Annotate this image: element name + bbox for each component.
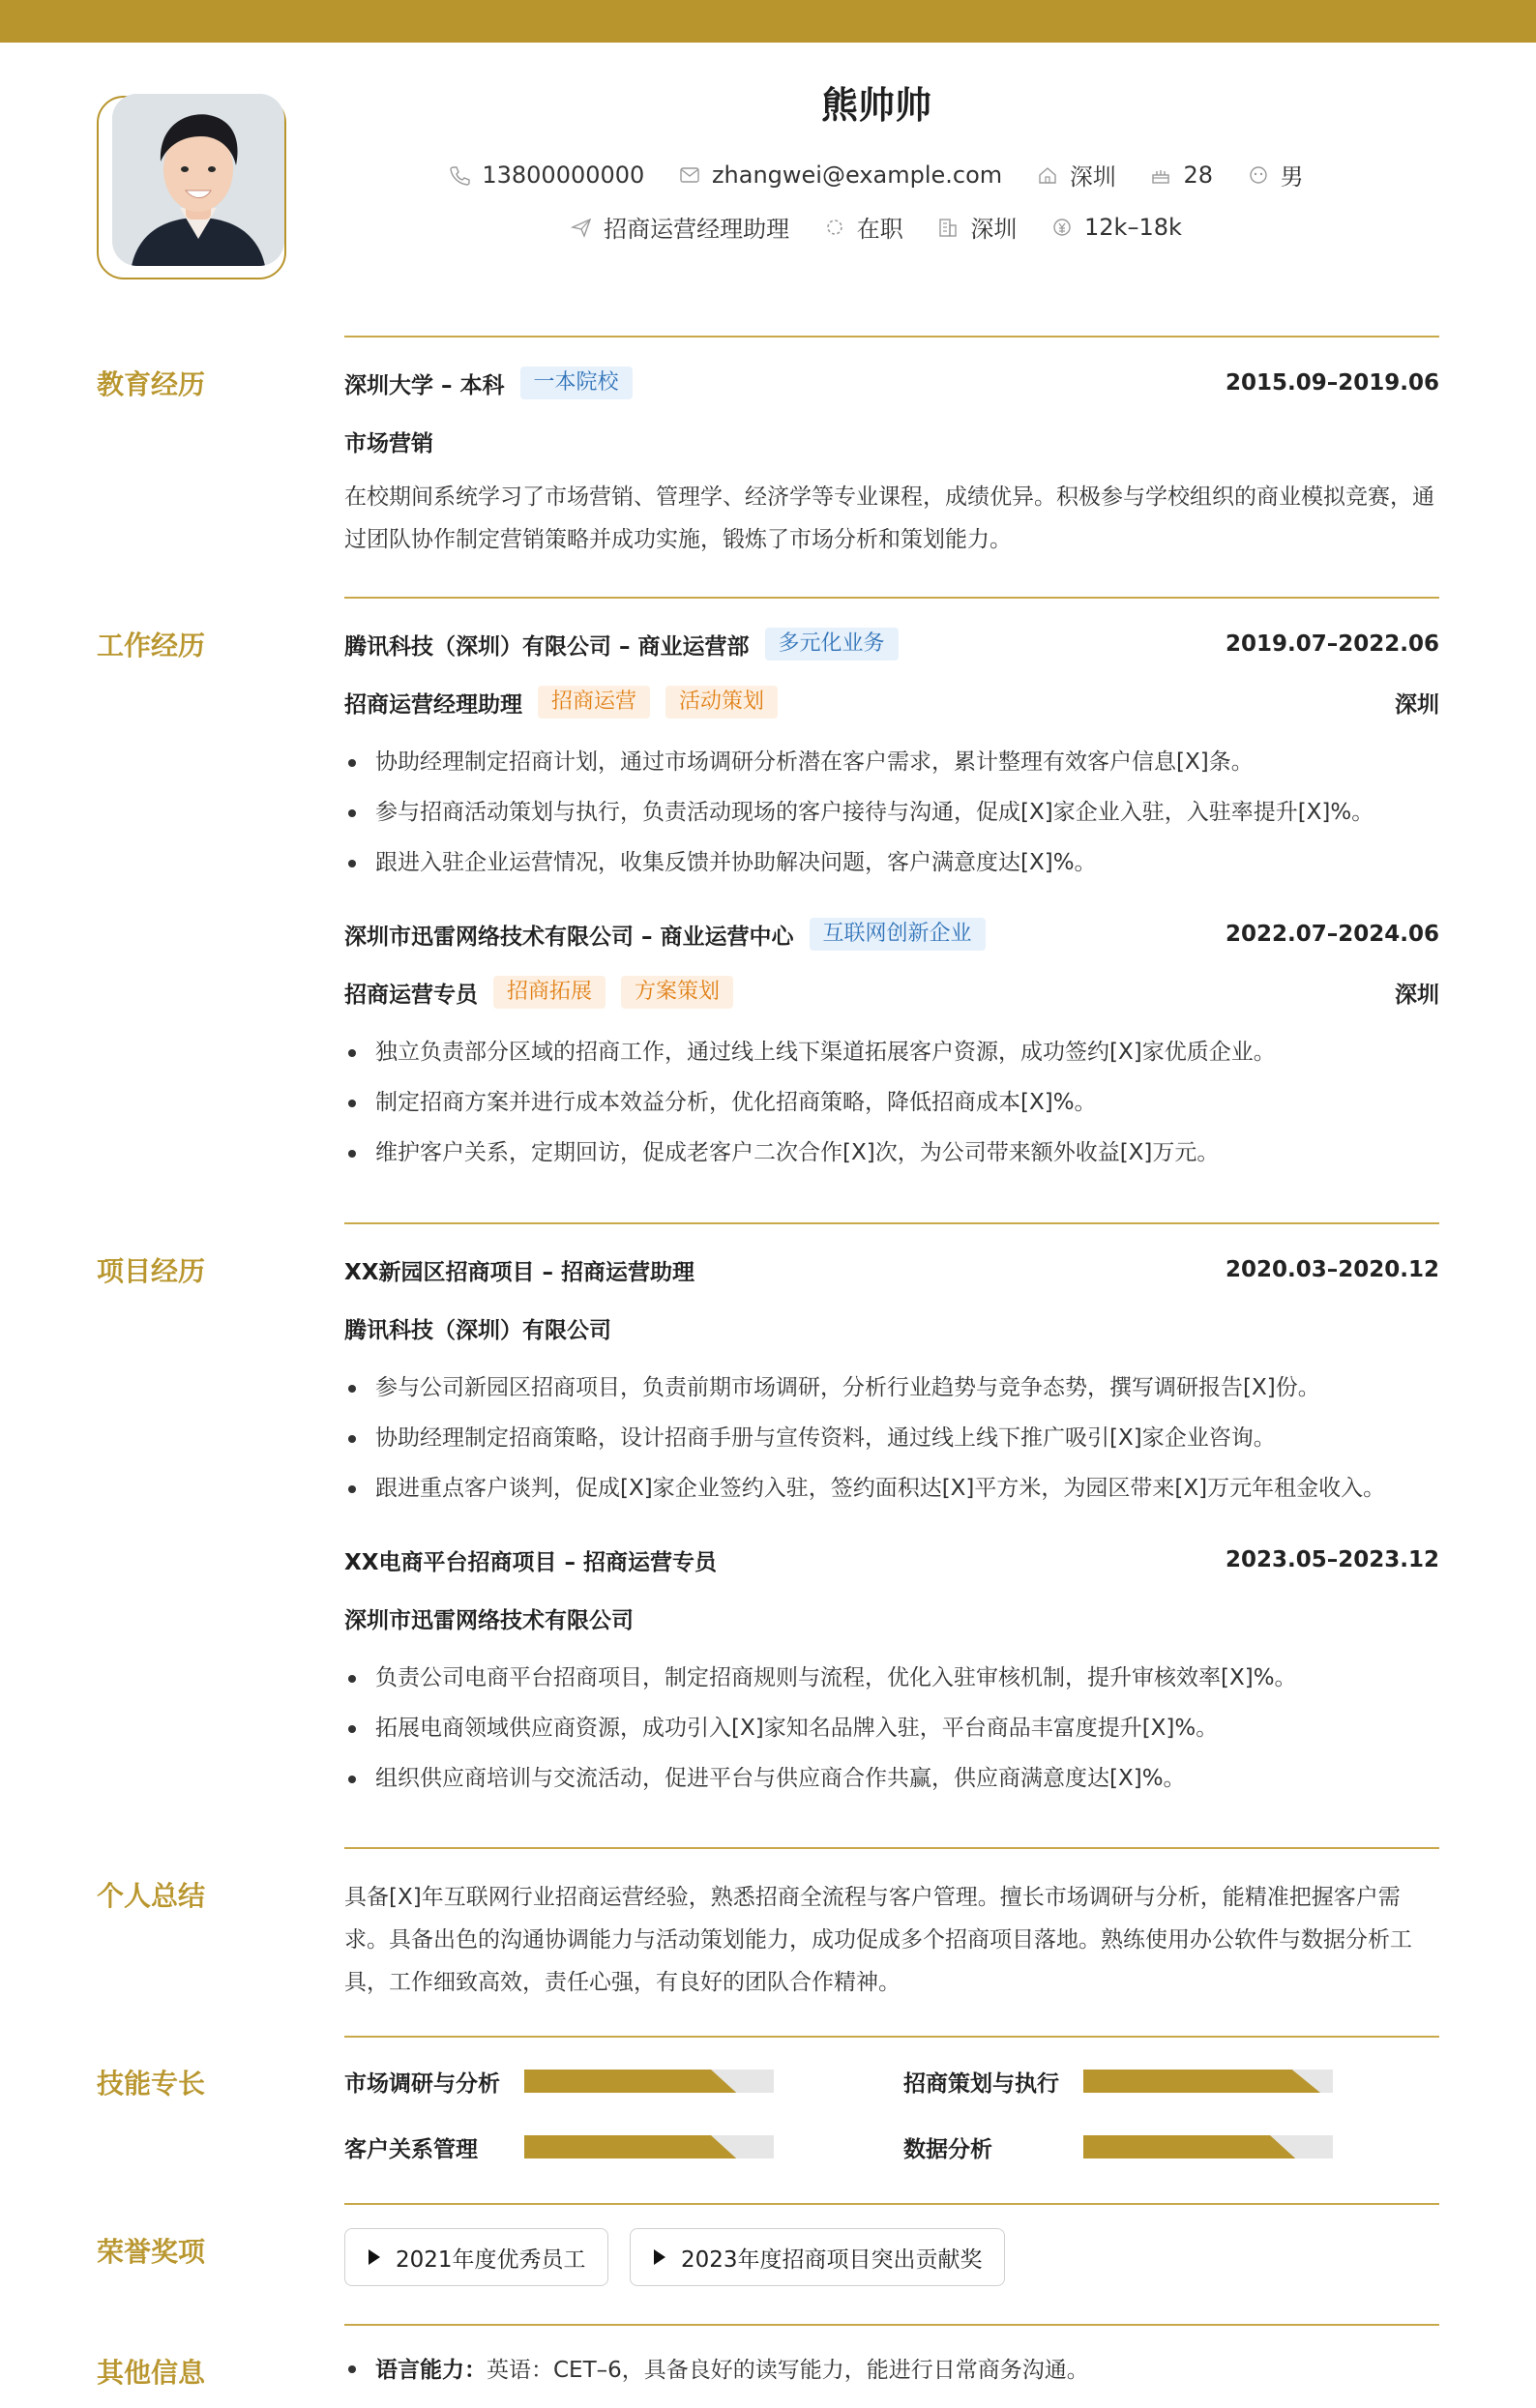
major: 市场营销 [344,430,433,456]
work-title: 工作经历 [97,630,206,661]
skill-name: 客户关系管理 [344,2136,478,2162]
project-period: 2023.05–2023.12 [1225,1547,1439,1572]
list-item: 组织供应商培训与交流活动，促进平台与供应商合作共赢，供应商满意度达[X]%。 [344,1753,1439,1804]
education-header [344,362,1439,404]
skill-tag: 活动策划 [665,686,778,719]
section-divider [344,2036,1439,2038]
education-section [344,362,1439,561]
send-icon [571,217,592,238]
list-item: 制定招商方案并进行成本效益分析，优化招商策略，降低招商成本[X]%。 [344,1077,1439,1128]
list-item: 参与招商活动策划与执行，负责活动现场的客户接待与沟通，促成[X]家企业入驻，入驻率提升[X]%。 [344,787,1439,837]
skill-bar-fill [1083,2070,1320,2093]
work-item-1 [344,623,1439,888]
gender-text: 男 [1280,163,1304,191]
list-item: 协助经理制定招商策略，设计招商手册与宣传资料，通过线上线下推广吸引[X]家企业咨询。 [344,1413,1439,1463]
salary-item [1051,214,1182,241]
list-item: 拓展电商领域供应商资源，成功引入[X]家知名品牌入驻，平台商品丰富度提升[X]%。 [344,1703,1439,1753]
role-row [344,681,1439,723]
section-divider [344,2203,1439,2205]
project-name: XX新园区招商项目 – 招商运营助理 [344,1259,694,1285]
list-item: 跟进重点客户谈判，促成[X]家企业签约入驻，签约面积达[X]平方米，为园区带来[X]万元年租金收入。 [344,1463,1439,1513]
project-company: 腾讯科技（深圳）有限公司 [344,1317,611,1343]
city-text: 深圳 [970,216,1018,243]
education-period: 2015.09–2019.06 [1225,370,1439,396]
other-text: 英语：CET–6，具备良好的读写能力，能进行日常商务沟通。 [487,2358,1089,2383]
skill-item [344,2062,774,2100]
role: 招商运营经理助理 [344,691,522,718]
skill-bar-fill [524,2070,736,2093]
project-bullets [344,1653,1439,1804]
list-item: 维护客户关系，定期回访，促成老客户二次合作[X]次，为公司带来额外收益[X]万元。 [344,1128,1439,1178]
play-icon [654,2249,665,2265]
status-icon [824,217,845,238]
status-item [824,210,903,244]
status-text: 在职 [856,216,903,243]
summary-text: 具备[X]年互联网行业招商运营经验，熟悉招商全流程与客户管理。擅长市场调研与分析，能精准把握客户需求。具备出色的沟通协调能力与活动策划能力，成功促成多个招商项目落地。熟练使用办公软件与数据分析工具，工作细致高效，责任心强，有良好的团队合作精神。 [344,1885,1412,1995]
award-label: 2021年度优秀员工 [396,2246,586,2273]
project-company: 深圳市迅雷网络技术有限公司 [344,1607,634,1633]
gender-icon [1248,164,1269,186]
work-item-2 [344,913,1439,1178]
work-period: 2022.07–2024.06 [1225,922,1439,947]
work-bullets [344,1027,1439,1178]
hometown-text: 深圳 [1069,163,1116,191]
age-item [1150,162,1213,189]
education-description: 在校期间系统学习了市场营销、管理学、经济学等专业课程，成绩优异。积极参与学校组织的商业模拟竞赛，通过团队协作制定营销策略并成功实施，锻炼了市场分析和策划能力。 [344,485,1434,552]
cake-icon [1150,164,1171,186]
role: 招商运营专员 [344,982,478,1008]
list-item: 参与公司新园区招商项目，负责前期市场调研，分析行业趋势与竞争态势，撰写调研报告[X]份。 [344,1363,1439,1413]
project-item-2 [344,1539,1439,1804]
list-item: 跟进入驻企业运营情况，收集反馈并协助解决问题，客户满意度达[X]%。 [344,837,1439,888]
intention-row [0,210,1536,244]
skill-tag: 招商拓展 [493,976,606,1009]
skill-name: 市场调研与分析 [344,2070,500,2097]
hometown-item [1037,158,1116,191]
phone-icon [449,164,470,186]
major-row [344,420,1439,462]
summary-section [344,1868,1439,2004]
project-item-1 [344,1248,1439,1513]
other-info-item [344,2352,1089,2384]
age-text: 28 [1183,161,1213,189]
salary-text: 12k–18k [1084,213,1182,241]
mail-icon [679,164,700,186]
contact-row [0,158,1536,191]
skills-title: 技能专长 [97,2068,206,2100]
summary-title: 个人总结 [97,1880,206,1912]
skill-bar [524,2070,774,2093]
skill-bar [1083,2070,1333,2093]
school-name: 深圳大学 – 本科 [344,372,505,398]
position-text: 招商运营经理助理 [604,216,790,243]
project-header [344,1248,1439,1291]
phone-item [449,162,644,189]
award-item [630,2228,1005,2286]
project-company-row [344,1597,1439,1639]
skill-bar [1083,2135,1333,2158]
skill-item [344,2128,774,2166]
candidate-name: 熊帅帅 [820,84,931,127]
company-name: 腾讯科技（深圳）有限公司 – 商业运营部 [344,633,750,660]
section-divider [344,1847,1439,1849]
section-divider [344,597,1439,599]
skill-tag: 招商运营 [538,686,650,719]
projects-title: 项目经历 [97,1255,206,1287]
city-item [937,210,1017,244]
award-item [344,2228,608,2286]
list-item: 负责公司电商平台招商项目，制定招商规则与流程，优化入驻审核机制，提升审核效率[X]%。 [344,1653,1439,1703]
building-icon [937,217,959,238]
work-header [344,913,1439,955]
play-icon [369,2249,380,2265]
education-title: 教育经历 [97,368,206,400]
salary-icon [1051,217,1073,238]
project-bullets [344,1363,1439,1513]
section-divider [344,2324,1439,2326]
work-period: 2019.07–2022.06 [1225,631,1439,657]
section-divider [344,1222,1439,1224]
project-company-row [344,1307,1439,1349]
company-tag: 多元化业务 [765,628,899,661]
skill-bar-fill [524,2135,736,2158]
company-tag: 互联网创新企业 [810,918,986,951]
project-name: XX电商平台招商项目 – 招商运营专员 [344,1549,717,1575]
list-item: 独立负责部分区域的招商工作，通过线上线下渠道拓展客户资源，成功签约[X]家优质企业。 [344,1027,1439,1077]
gender-item [1248,158,1304,191]
project-header [344,1539,1439,1581]
position-item [571,210,789,244]
skill-item [903,2062,1333,2100]
work-bullets [344,737,1439,888]
other-title: 其他信息 [97,2357,206,2389]
skill-bar-fill [1083,2135,1295,2158]
phone-text: 13800000000 [482,161,645,189]
school-tag: 一本院校 [520,367,633,399]
skill-tag: 方案策划 [621,976,733,1009]
skill-bar [524,2135,774,2158]
email-text: zhangwei@example.com [711,161,1003,189]
company-name: 深圳市迅雷网络技术有限公司 – 商业运营中心 [344,924,794,950]
home-icon [1037,164,1058,186]
skill-name: 招商策划与执行 [903,2070,1059,2097]
project-period: 2020.03–2020.12 [1225,1257,1439,1282]
work-location: 深圳 [1395,691,1439,718]
work-header [344,623,1439,665]
skill-item [903,2128,1333,2166]
work-location: 深圳 [1395,982,1439,1008]
other-label: 语言能力： [375,2358,487,2383]
email-item [679,162,1002,189]
top-accent-bar [0,0,1536,43]
awards-title: 荣誉奖项 [97,2236,206,2268]
award-label: 2023年度招商项目突出贡献奖 [681,2246,983,2273]
role-row [344,971,1439,1013]
section-divider [344,336,1439,338]
skill-name: 数据分析 [903,2136,992,2162]
list-item: 协助经理制定招商计划，通过市场调研分析潜在客户需求，累计整理有效客户信息[X]条。 [344,737,1439,787]
